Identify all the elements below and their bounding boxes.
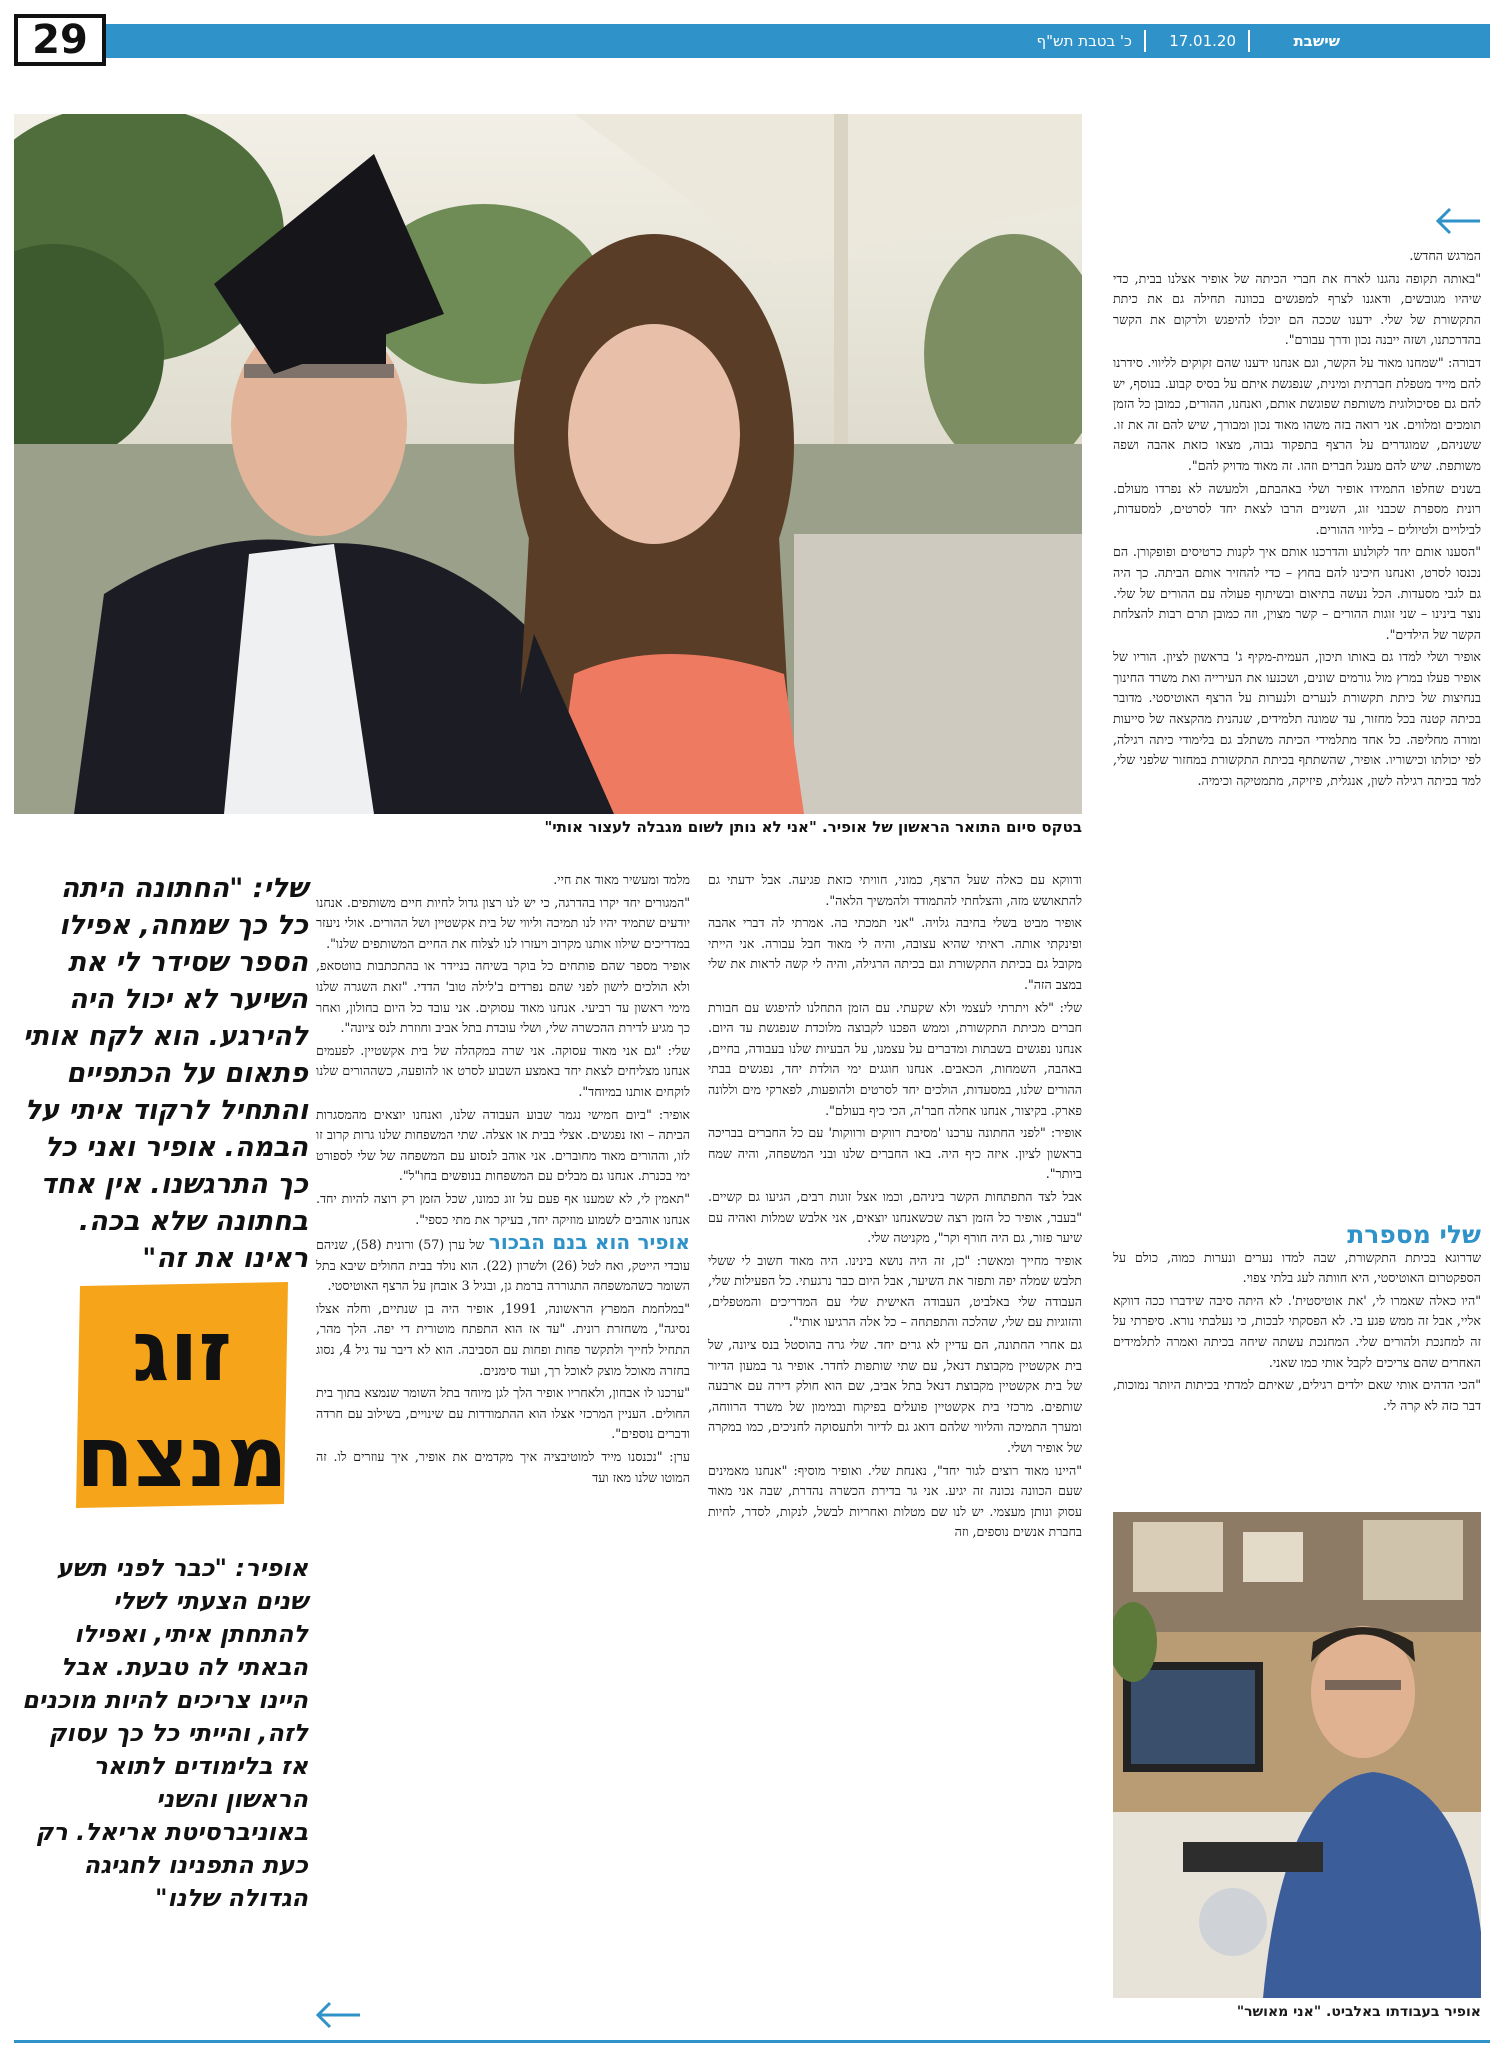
article-paragraph: ודווקא עם כאלה שעל הרצף, כמוני, חוויתי כזאת פגיעה. אבל ידעתי גם להתאושש מזה, והצלחתי להתמודד ולהמשיך הלאה".	[708, 872, 1082, 908]
article-paragraph: "תאמין לי, לא שמענו אף פעם על זוג כמונו, שכל הזמן רק רוצה להיות יחד. אנחנו אוהבים לשמוע מוזיקה יחד, בעיקר את מתי כספי".	[316, 1190, 690, 1227]
article-paragraph: "היו כאלה שאמרו לי, 'את אוטיסטית'. לא היתה סיבה שידברו ככה דווקא אליי, אבל זה ממש פגע בי. לא הפסקתי לבכות, כי נעלבתי נורא. סיפרתי על זה למחנכת ולהורים שלי. המחנכת עשתה שיחה בכיתה ואמרה לתלמידים האחרים שהם צריכים לקבל אותי כמו שאני.	[1113, 1292, 1481, 1370]
article-column-middle	[708, 870, 1082, 1545]
stamp-line-2: מנצח	[76, 1408, 288, 1506]
continue-arrow-icon	[312, 1998, 362, 2032]
pull-quote	[22, 1552, 308, 1915]
work-photo	[1113, 1512, 1481, 1998]
article-paragraph	[316, 1232, 690, 1297]
section-subheading: שלי מספרת	[1347, 1220, 1481, 1249]
article-paragraph: "הסענו אותם יחד לקולנוע והדרכנו אותם איך לקנות כרטיסים ופופקורן. הם נכנסו לסרט, ואנחנו חיכינו להם בחוץ – כדי להחזיר אותם הביתה. כך היה גם לגבי מסעדות. הכל נעשה בתיאום ובשיתוף פעולה עם ההורים של שלי. נוצר בינינו – שני זוגות ההורים – קשר מצוין, וזה כמובן תרם רבות להצלחת הקשר של הילדים".	[1113, 544, 1481, 642]
article-paragraph: אופיר ושלי למדו גם באותו תיכון, העמית-מקיף ג' בראשון לציון. הוריו של אופיר פעלו במרץ מול גורמים שונים, ושכנעו את העירייה ואת משרד החינוך בנחיצות של כיתת תקשורת לנערים ולנערות על הרצף האוטיסטי. מדובר בכיתה קטנה בכל מחזור, עד שמונה תלמידים, שנהנית מהקצאה של סייעות ומורה מחליפה. כל אחד מתלמידי הכיתה משתלב גם בלימודי כיתה רגילה, לפי יכולתו וכישוריו. אופיר, שהשתתף בכיתת התקשורת במחזור שלפני שלי, למד בכיתה רגילה לשון, אנגלית, פיזיקה, מתמטיקה וכימיה.	[1113, 649, 1481, 788]
article-paragraph: מלמד ומעשיר מאוד את חיי.	[553, 872, 690, 887]
pull-quote-speaker: אופיר:	[235, 1554, 308, 1582]
article-paragraph: "ערכנו לו אבחון, ולאחריו אופיר הלך לגן מיוחד בתל השומר שנמצא בתוך בית החולים. העניין המרכזי אצלו הוא ההתמודדות עם שינויים, בשילוב עם חרדה ודברים נוספים".	[316, 1385, 690, 1442]
article-paragraph: שדרוגא בכיתת התקשורת, שבה למדו נערים ונערות כמוה, כולם על הספקטרום האוטיסטי, היא חוותה לעג בלתי צפוי.	[1113, 1249, 1481, 1286]
article-paragraph: "הכי הדהים אותי שאם ילדים רגילים, שאיתם למדתי בכיתות היותר נמוכות, דבר כזה לא קרה לי.	[1113, 1377, 1481, 1413]
article-paragraph: "היינו מאוד רוצים לגור יחד", נאנחת שלי. ואופיר מוסיף: "אנחנו מאמינים שעם הכוונה נכונה זה יגיע. אני גר בדירת הכשרה נהדרת, שבה אני מאוד עסוק ונותן מעצמי. יש לנו שם מטלות ואחריות לבשל, לנקות, לסדר, לחיות בחברת אנשים נוספים, וזה	[708, 1462, 1082, 1540]
article-paragraph: אבל לצד התפתחות הקשר ביניהם, וכמו אצל זוגות רבים, הגיעו גם קשיים. "בעבר, אופיר כל הזמן רצה שכשאנחנו יוצאים, אני אלבש שמלות ואהיה עם שיער פזור, גם היה חורף וקר", מקניטה שלי.	[708, 1188, 1082, 1246]
bottom-rule	[14, 2040, 1490, 2043]
header-separator	[1248, 30, 1250, 52]
article-paragraph: המרגש החדש.	[1409, 248, 1481, 263]
article-paragraph: שלי: "גם אני מאוד עסוקה. אני שרה במקהלה של בית אקשטיין. לפעמים אנחנו מצליחים לצאת יחד באמצע השבוע לסרט או להופעה, כשההורים שלנו לוקחים אותנו במיוחד".	[316, 1042, 690, 1099]
article-paragraph-text: של ערן (57) ורונית (58), שניהם עובדי הייטק, ואח לטל (26) ולשרון (22). הוא נולד בבית החולים שיבא בתל השומר כשהמשפחה התגוררה ברמת גן, ובגיל 3 אובחן על הרצף האוטיסטי.	[316, 1237, 690, 1294]
pull-quote	[22, 870, 308, 1277]
article-paragraph: אופיר מחייך ומאשר: "כן, זה היה נושא בינינו. היה מאוד חשוב לי ששלי תלבש שמלה יפה ותפזר את השיער, אבל היום כבר נרגעתי. כל הפעילות שלי, העבודה שלי באלביט, העבודה האישית שלי עם המדריכים והמטפלים, והזוגיות עם שלי, שהלכה והתפתחה – כל אלה הרגיעו אותי".	[708, 1252, 1082, 1330]
article-paragraph: ערן: "נכנסנו מייד למוטיבציה איך מקדמים את אופיר, איך עוזרים לו. זה המוטו שלנו מאז ועד	[316, 1449, 690, 1485]
article-column-right-lower	[1113, 1220, 1481, 1418]
section-name: שישבת	[1293, 32, 1340, 50]
article-paragraph: בשנים שחלפו התמידו אופיר ושלי באהבתם, ולמעשה לא נפרדו מעולם. רונית מספרת שכבני זוג, השניים הרבו לצאת יחד לסרטים, למסעדות, לבילויים ולטיולים – בליווי ההורים.	[1113, 480, 1481, 537]
pull-quote-text: "כבר לפני תשע שנים הצעתי לשלי להתחתן איתי, ואפילו הבאתי לה טבעת. אבל היינו צריכים להיות מוכנים לזה, והייתי כל כך עסוק אז בלימודים לתואר הראשון והשני באוניברסיטת אריאל. רק כעת התפנינו לחגיגה הגדולה שלנו"	[22, 1554, 308, 1912]
hebrew-date: כ' בטבת תש"ף	[1036, 32, 1132, 50]
article-column-right	[1113, 246, 1481, 793]
article-paragraph: אופיר: "לפני החתונה ערכנו 'מסיבת רווקים ורווקות' עם כל החברים בבריכה בראשון לציון. איזה כיף היה. באו החברים שלנו ובני המשפחה, והיה שמח ביותר".	[708, 1125, 1082, 1182]
winning-couple-stamp	[72, 1282, 292, 1508]
header-separator	[1144, 30, 1146, 52]
section-subheading: אופיר הוא בנם הבכור	[488, 1230, 690, 1255]
article-paragraph: אופיר מספר שהם פותחים כל בוקר בשיחה בניידר או בהתכתבות בווטסאפ, ולא הולכים לישון לפני שהם נפרדים ב'לילה טוב' הדדי. "זאת השגרה שלנו מימי ראשון עד רביעי. אנחנו מאוד עסוקים. אני עובד כל היום בחולון, ואחר כך מגיע לדירת ההכשרה שלי, ושלי עובדת בתל אביב וחוזרת לנס ציונה".	[316, 958, 690, 1036]
article-paragraph: דבורה: "שמחנו מאוד על הקשר, וגם אנחנו ידענו שהם זקוקים לליווי. סידרנו להם מייד מטפלת חברתית ומינית, שנפגשת איתם על בסיס קבוע. בנוסף, יש להם גם פסיכולוגית משותפת שפוגשת אותם, ואנחנו, ההורים, כמובן כל הזמן תומכים ומלווים. אני רואה בזה משהו מאוד נכון ומבורך, שיש להם זה את זו. ששניהם, שמוגדרים על הרצף בתפקוד גבוה, מצאו כזאת אהבה ושפה משותפת. שיש להם מעגל חברים וזהו. זה מאוד מדויק להם".	[1113, 354, 1481, 473]
stamp-line-1: זוג	[132, 1302, 232, 1400]
graduation-photo-illustration	[14, 114, 1082, 814]
issue-date: 17.01.20	[1169, 32, 1236, 50]
pull-quote-speaker: שלי:	[252, 873, 308, 904]
article-paragraph: אופיר: "ביום חמישי נגמר שבוע העבודה שלנו, ואנחנו יוצאים מהמסגרות הביתה – ואז נפגשים. אצלי בבית או אצלה. שתי המשפחות שלנו גרות קרוב זו לזו, וההורים מאוד מחוברים. אני אוהב לנסוע עם המשפחה של שלי לספורט ימי בכנרת. אנחנו גם מבלים עם המשפחות בנופשים בחו"ל".	[316, 1106, 690, 1184]
pull-quote-text: "החתונה היתה כל כך שמחה, אפילו הספר שסידר לי את השיער לא יכול היה להירגע. הוא לקח אותי פתאום על הכתפיים והתחיל לרקוד איתי על הבמה. אופיר ואני כל כך התרגשנו. אין אחד בחתונה שלא בכה. ראינו את זה"	[22, 873, 308, 1274]
continue-arrow-icon	[1432, 204, 1482, 238]
article-paragraph: "המגורים יחד יקרו בהדרגה, כי יש לנו רצון גדול לחיות חיים משותפים. אנחנו יודעים שתמיד יהיו לנו תמיכה וליווי של בית אקשטיין ושל ההורים. אולי ניעזר במדריכים שילוו אותנו מקרוב ויעזרו לנו לצלוח את החיים המשותפים שלנו".	[316, 894, 690, 951]
work-photo-illustration	[1113, 1512, 1481, 1998]
article-paragraph: אופיר מביט בשלי בחיבה גלויה. "אני תמכתי בה. אמרתי לה דברי אהבה ופינקתי אותה. ראיתי שהיא עצובה, והיה לי מאוד חבל עבורה. אני הייתי מקובל גם בכיתת התקשורת וגם בכיתה הרגילה, והיה לי קשה לראות את שלי במצב הזה".	[708, 915, 1082, 992]
work-photo-caption: אופיר בעבודתו באלביט. "אני מאושר"	[1236, 2004, 1481, 2020]
page-number: 29	[32, 17, 88, 63]
article-paragraph: "במלחמת המפרץ הראשונה, 1991, אופיר היה בן שנתיים, וחלה אצלו נסיגה", משחזרת רונית. "עד אז הוא התפתח מוטורית די יפה. הלך מהר, התחיל לחייך ולתקשר פחות ופחות עם הסביבה. הוא לא דיבר עד גיל 4, נסוג בחזרה מאוכל מוצק לאוכל רך, ועוד סימנים.	[316, 1300, 690, 1378]
article-paragraph: "באותה תקופה נהגנו לארח את חברי הכיתה של אופיר אצלנו בבית, כדי שיהיו מגובשים, ודאגנו לצרף למפגשים בכוונה תחילה גם את כיתת התקשורת של שלי. ידענו שככה הם יוכלו להיפגש ולרקום את הקשר בהדרכתנו, ושזה ייבנה נכון ודרך עבורם".	[1113, 270, 1481, 348]
page-number-box	[14, 14, 106, 66]
header-bar	[14, 24, 1490, 58]
article-column-left	[316, 870, 690, 1490]
article-paragraph: שלי: "לא ויתרתי לעצמי ולא שקעתי. עם הזמן התחלנו להיפגש עם חבורת חברים מכיתת התקשורת, וממש הפכנו לקבוצה מלוכדת שנפגשת עד היום. אנחנו נפגשים בשבתות ומדברים על עצמנו, על הבעיות שלנו בעבודה, בחיים, באהבה, השמחות, הכאבים. אנחנו חוגגים ימי הולדת יחד, נפגשים בבתי ההורים שלנו, במסעדות, הולכים יחד לסרטים ולהופעות, לפארקי מים וללונה פארק. בקיצור, אנחנו אחלה חבר'ה, הכי כיף בעולם".	[708, 999, 1082, 1118]
article-paragraph: גם אחרי החתונה, הם עדיין לא גרים יחד. שלי גרה בהוסטל בנס ציונה, של בית אקשטיין מקבוצת דנאל, עם שתי שותפות לחדר. אופיר גר במעון הדיור של בית אקשטיין מקבוצת דנאל בתל אביב, שם הוא חולק דירה עם ארבעה שותפים. מרכזי בית אקשטיין פועלים בפיקוח ובמימון של משרד הרווחה, ומערך התמיכה והליווי שלהם דואג גם לדיור ולתעסוקה לחניכים, כמו במקרה של אופיר ושלי.	[708, 1337, 1082, 1456]
main-photo-caption: בטקס סיום התואר הראשון של אופיר. "אני לא נותן לשום מגבלה לעצור אותי"	[544, 818, 1082, 836]
graduation-photo	[14, 114, 1082, 814]
